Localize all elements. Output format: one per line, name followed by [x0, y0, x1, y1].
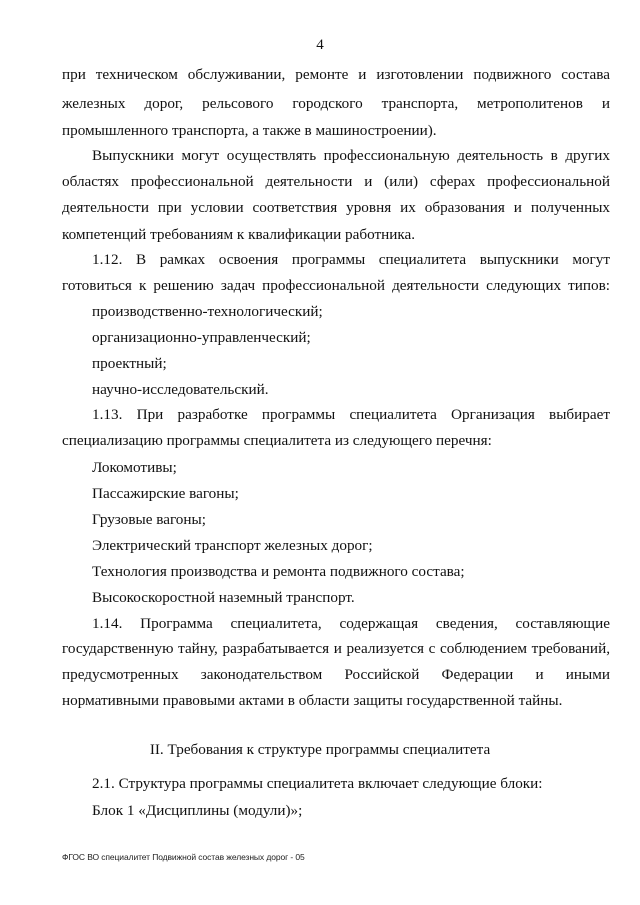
paragraph-first-line: Выпускники могут осуществлять профессиональную деятельность в других — [92, 147, 610, 164]
clause-1-13: 1.13. При разработке программы специалитета Организация выбирает — [92, 406, 610, 423]
list-item: проектный; — [92, 355, 167, 372]
text-line: компетенций требованиям к квалификации работника. — [62, 226, 416, 243]
text-line: деятельности при условии соответствия уровня их образования и полученных — [62, 199, 610, 216]
text-line: областях профессиональной деятельности и (или) сферах профессиональной — [62, 173, 610, 190]
text-line: готовиться к решению задач профессиональной деятельности следующих типов: — [62, 277, 610, 294]
text-line: железных дорог, рельсового городского транспорта, метрополитенов и — [62, 95, 610, 112]
text-line: Блок 1 «Дисциплины (модули)»; — [92, 802, 303, 819]
list-item: Локомотивы; — [92, 459, 177, 476]
page-footer: ФГОС ВО специалитет Подвижной состав железных дорог - 05 — [62, 852, 305, 862]
text-line: при техническом обслуживании, ремонте и изготовлении подвижного состава — [62, 66, 610, 83]
page-number: 4 — [316, 37, 324, 53]
list-item: Высокоскоростной наземный транспорт. — [92, 589, 355, 606]
list-item: организационно-управленческий; — [92, 329, 311, 346]
text-line: государственную тайну, разрабатывается и реализуется с соблюдением требований, — [62, 640, 610, 657]
clause-2-1: 2.1. Структура программы специалитета включает следующие блоки: — [92, 775, 543, 792]
list-item: Технология производства и ремонта подвижного состава; — [92, 563, 465, 580]
list-item: производственно-технологический; — [92, 303, 323, 320]
clause-1-12: 1.12. В рамках освоения программы специалитета выпускники могут — [92, 251, 610, 268]
text-line: предусмотренных законодательством Российской Федерации и иными — [62, 666, 610, 683]
list-item: Электрический транспорт железных дорог; — [92, 537, 373, 554]
list-item: научно-исследовательский. — [92, 381, 269, 398]
text-line: промышленного транспорта, а также в машиностроении). — [62, 122, 437, 139]
list-item: Пассажирские вагоны; — [92, 485, 239, 502]
clause-1-14: 1.14. Программа специалитета, содержащая сведения, составляющие — [92, 615, 610, 632]
text-line: специализацию программы специалитета из следующего перечня: — [62, 432, 492, 449]
section-heading: II. Требования к структуре программы специалитета — [149, 741, 491, 758]
text-line: нормативными правовыми актами в области защиты государственной тайны. — [62, 692, 563, 709]
list-item: Грузовые вагоны; — [92, 511, 206, 528]
